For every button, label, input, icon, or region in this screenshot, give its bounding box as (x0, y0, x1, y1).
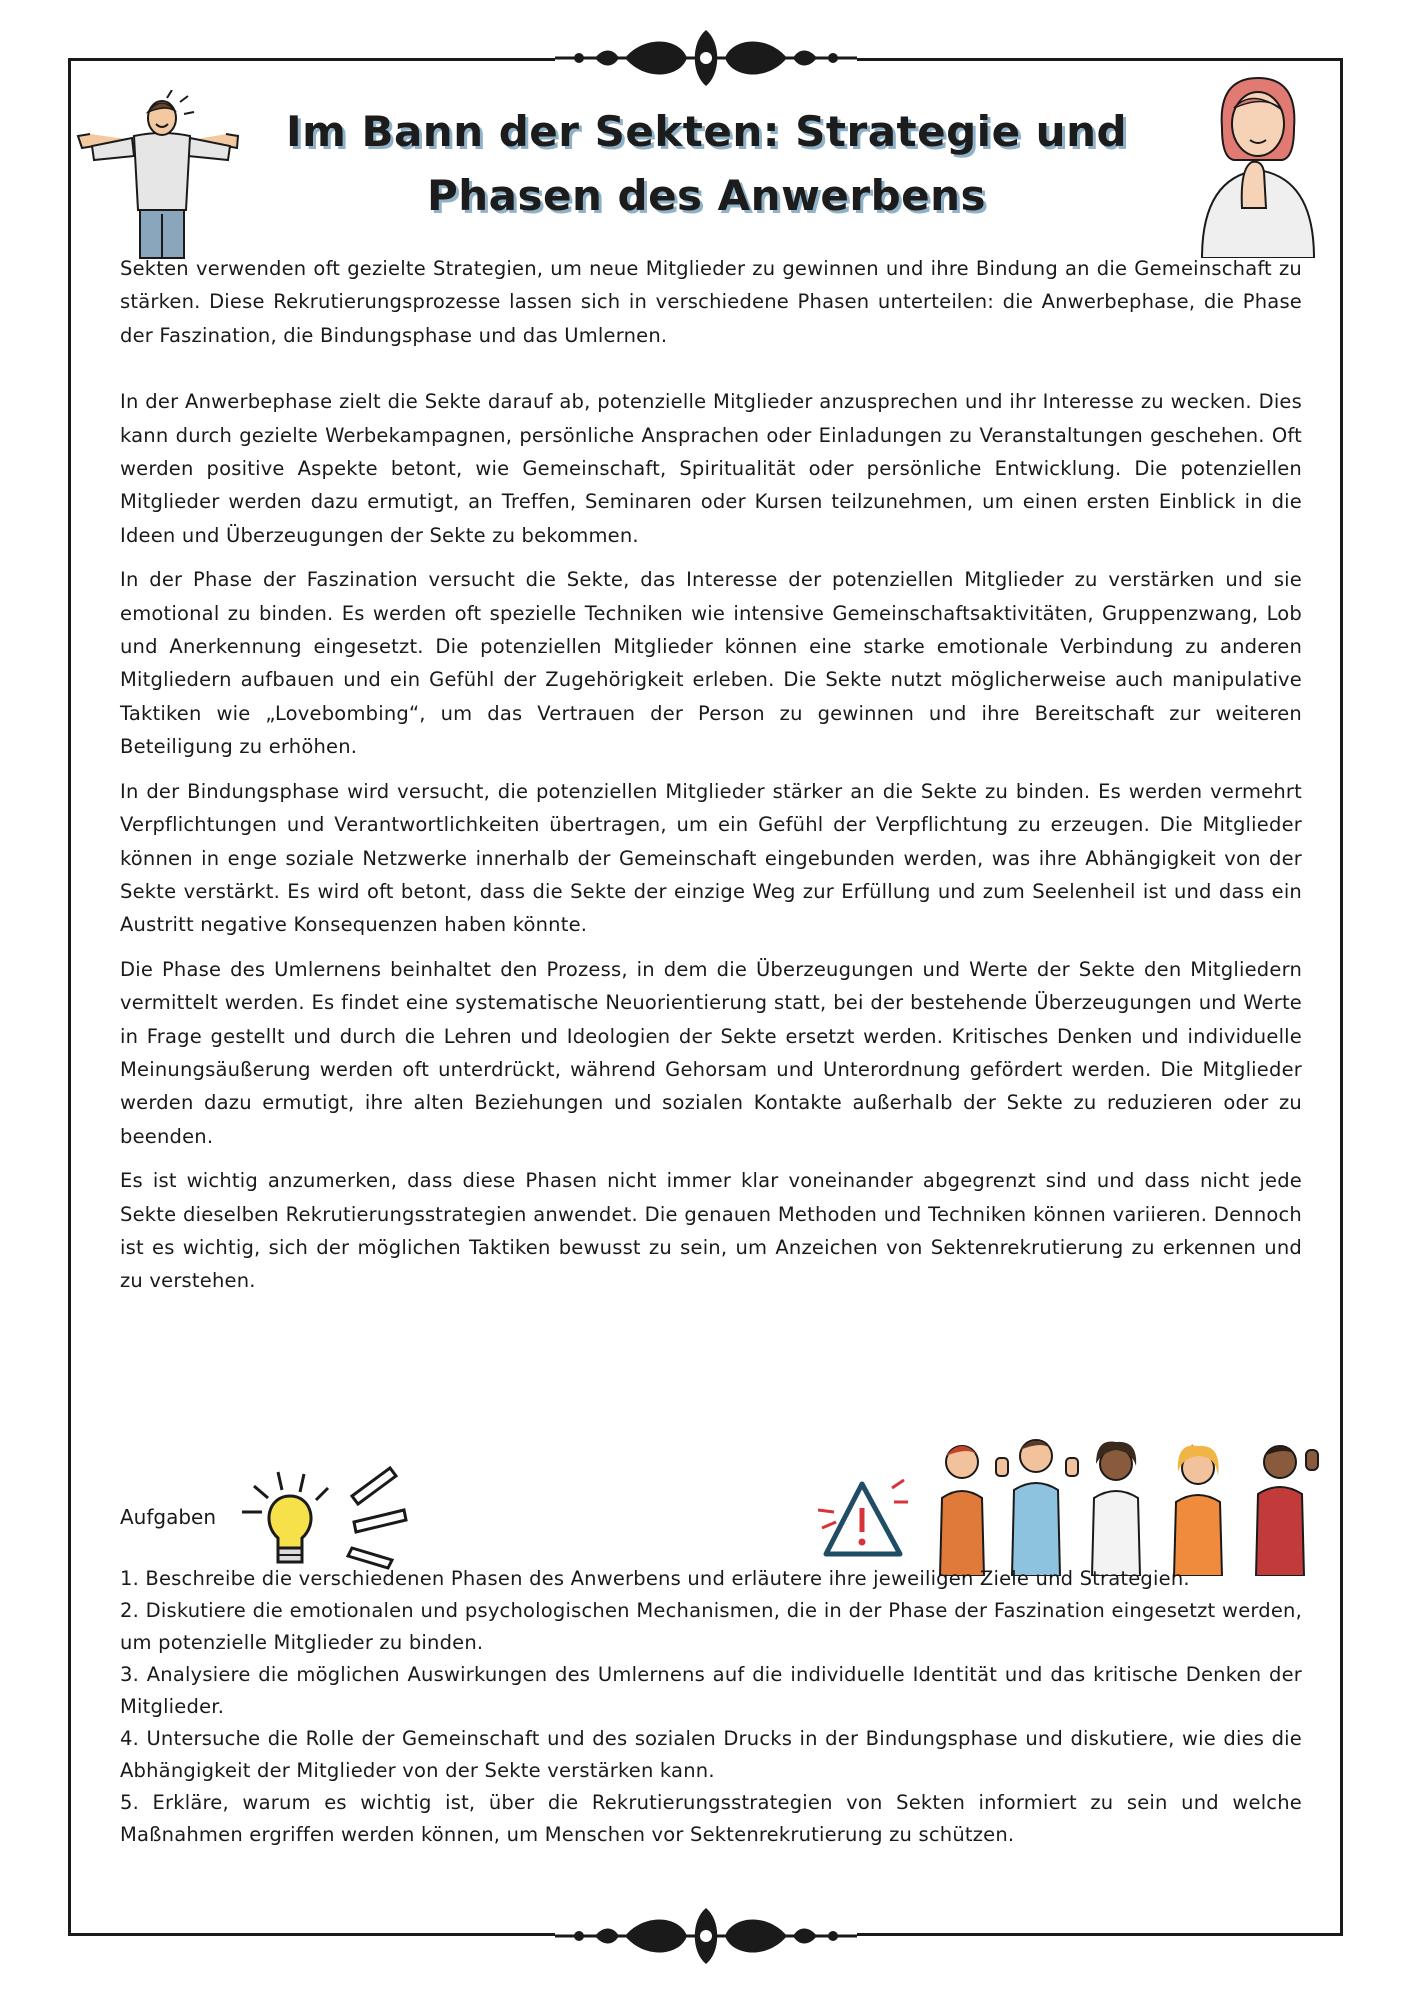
people-group-icon (920, 1428, 1340, 1576)
task-item-1: 1. Beschreibe die verschiedenen Phasen des Anwerbens und erläutere ihre jeweiligen Ziele und Strategien. (120, 1567, 1190, 1590)
person-thinking-icon (1182, 68, 1332, 258)
lightbulb-icon (212, 1462, 412, 1572)
tasks-heading: Aufgaben (120, 1505, 217, 1529)
paragraph-intro: Sekten verwenden oft gezielte Strategien, um neue Mitglieder zu gewinnen und ihre Bindung an die Gemeinschaft zu stärken. Diese Rekrutierungsprozesse lassen sich in verschiedene Phasen unterteilen: die Anwerbephase, die Phase der Faszination, die Bindungsphase und das Umlernen. (120, 257, 1302, 347)
paragraph-fazit: Es ist wichtig anzumerken, dass diese Phasen nicht immer klar voneinander abgegrenzt sind und dass nicht jede Sekte dieselben Rekrutierungsstrategien anwendet. Die genauen Methoden und Techniken können variieren. Dennoch ist es wichtig, sich der möglichen Taktiken bewusst zu sein, um Anzeichen von Sektenrekrutierung zu erkennen und zu verstehen. (120, 1169, 1302, 1293)
paragraph-anwerbephase: In der Anwerbephase zielt die Sekte darauf ab, potenzielle Mitglieder anzusprechen und ihr Interesse zu wecken. Dies kann durch gezielte Werbekampagnen, persönliche Ansprachen oder Einladungen zu Veranstaltungen geschehen. Oft werden positive Aspekte betont, wie Gemeinschaft, Spiritualität oder persönliche Entwicklung. Die potenziellen Mitglieder werden dazu ermutigt, an Treffen, Seminaren oder Kursen teilzunehmen, um einen ersten Einblick in die Ideen und Überzeugungen der Sekte zu bekommen. (120, 390, 1302, 547)
task-item-3: 3. Analysiere die möglichen Auswirkungen des Umlernens auf die individuelle Identität und das kritische Denken der Mitglieder. (120, 1663, 1302, 1718)
person-open-arms-icon (72, 90, 242, 260)
damask-ornament-icon (555, 28, 857, 88)
paragraph-faszination: In der Phase der Faszination versucht die Sekte, das Interesse der potenziellen Mitglieder zu verstärken und sie emotional zu binden. Es werden oft spezielle Techniken wie intensive Gemeinschaftsaktivitäten, Gruppenzwang, Lob und Anerkennung eingesetzt. Die potenziellen Mitglieder können eine starke emotionale Verbindung zu anderen Mitgliedern aufbauen und ein Gefühl der Zugehörigkeit erleben. Die Sekte nutzt möglicherweise auch manipulative Taktiken wie „Lovebombing“, um das Vertrauen der Person zu gewinnen und ihre Bereitschaft zur weiteren Beteiligung zu erhöhen. (120, 568, 1302, 759)
task-item-2: 2. Diskutiere die emotionalen und psychologischen Mechanismen, die in der Phase der Faszination eingesetzt werden, um potenzielle Mitglieder zu binden. (120, 1599, 1302, 1654)
warning-triangle-icon (812, 1470, 912, 1565)
task-item-4: 4. Untersuche die Rolle der Gemeinschaft und des sozialen Drucks in der Bindungsphase und diskutiere, wie dies die Abhängigkeit der Mitglieder von der Sekte verstärken kann. (120, 1727, 1302, 1782)
damask-ornament-icon (555, 1906, 857, 1966)
task-item-5: 5. Erkläre, warum es wichtig ist, über die Rekrutierungsstrategien von Sekten informiert zu sein und welche Maßnahmen ergriffen werden können, um Menschen vor Sektenrekrutierung zu schützen. (120, 1791, 1302, 1846)
main-text (120, 252, 1302, 1309)
paragraph-umlernen: Die Phase des Umlernens beinhaltet den Prozess, in dem die Überzeugungen und Werte der Sekte den Mitgliedern vermittelt werden. Es findet eine systematische Neuorientierung statt, bei der bestehende Überzeugungen und Werte in Frage gestellt und durch die Lehren und Ideologien der Sekte ersetzt werden. Kritisches Denken und individuelle Meinungsäußerung werden oft unterdrückt, während Gehorsam und Unterordnung gefördert werden. Die Mitglieder werden dazu ermutigt, ihre alten Beziehungen und sozialen Kontakte außerhalb der Sekte zu reduzieren oder zu beenden. (120, 957, 1302, 1148)
page-title: Im Bann der Sekten: Strategie und Phasen des Anwerbens (285, 107, 1128, 220)
tasks-list (120, 1563, 1302, 1851)
paragraph-bindungsphase: In der Bindungsphase wird versucht, die potenziellen Mitglieder stärker an die Sekte zu binden. Es werden vermehrt Verpflichtungen und Verantwortlichkeiten übertragen, um ein Gefühl der Verpflichtung zu erzeugen. Die Mitglieder können in enge soziale Netzwerke innerhalb der Gemeinschaft eingebunden werden, was ihre Abhängigkeit von der Sekte verstärkt. Es wird oft betont, dass die Sekte der einzige Weg zur Erfüllung und zum Seelenheil ist und dass ein Austritt negative Konsequenzen haben könnte. (120, 779, 1302, 937)
